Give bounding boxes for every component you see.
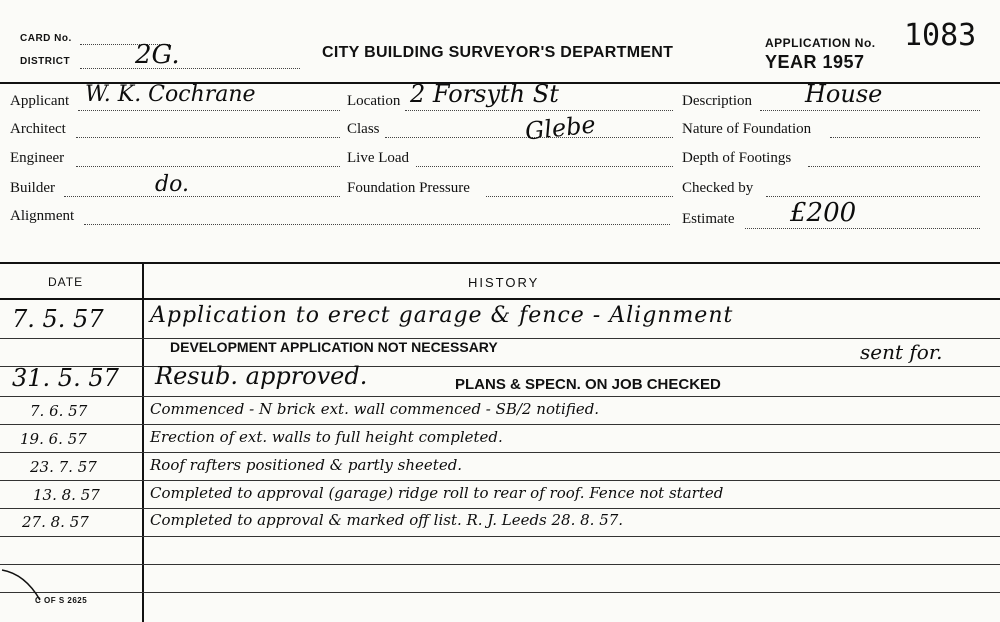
class-value: Glebe <box>523 110 597 146</box>
row-5-entry: Roof rafters positioned & partly sheeted. <box>150 456 463 474</box>
year-label: YEAR 1957 <box>765 52 865 72</box>
checked-by-label: Checked by <box>682 180 754 196</box>
depth-of-footings-label: Depth of Footings <box>682 150 792 166</box>
rule-line <box>0 536 1000 537</box>
row-7-date: 27. 8. 57 <box>22 513 89 531</box>
engineer-label: Engineer <box>10 150 65 166</box>
row-2-entry: Resub. approved. <box>155 362 368 390</box>
row-1-entry: Application to erect garage & fence - Alignment <box>150 303 734 328</box>
row-4-entry: Erection of ext. walls to full height completed. <box>150 428 503 446</box>
row-1-stamp: DEVELOPMENT APPLICATION NOT NECESSARY <box>170 339 498 355</box>
date-header: DATE <box>48 275 84 289</box>
table-header-rule <box>0 298 1000 300</box>
application-no-label: APPLICATION No. <box>765 36 876 50</box>
row-6-date: 13. 8. 57 <box>33 486 100 504</box>
row-4-date: 19. 6. 57 <box>20 430 87 448</box>
row-2-date: 31. 5. 57 <box>12 364 119 392</box>
row-5-date: 23. 7. 57 <box>30 458 97 476</box>
engineer-line <box>76 166 340 167</box>
estimate-value: £200 <box>790 198 857 228</box>
checked-by-line <box>766 196 980 197</box>
description-line <box>760 110 980 111</box>
estimate-label: Estimate <box>682 211 735 227</box>
row-3-entry: Commenced - N brick ext. wall commenced - SB/2 notified. <box>150 400 600 418</box>
row-1-date: 7. 5. 57 <box>12 305 104 333</box>
nature-of-foundation-label: Nature of Foundation <box>682 121 812 137</box>
date-column-divider <box>142 262 144 622</box>
card-no-label: CARD No. <box>20 33 72 44</box>
history-header: HISTORY <box>468 275 540 290</box>
rule-line <box>0 592 1000 593</box>
applicant-line <box>78 110 340 111</box>
description-value: House <box>805 80 883 108</box>
row-2-stamp: PLANS & SPECN. ON JOB CHECKED <box>455 376 721 393</box>
district-line <box>80 68 300 69</box>
applicant-value: W. K. Cochrane <box>85 82 256 107</box>
foundation-pressure-line <box>486 196 673 197</box>
rule-line <box>0 508 1000 509</box>
foundation-pressure-label: Foundation Pressure <box>347 180 470 196</box>
architect-label: Architect <box>10 121 66 137</box>
nature-of-foundation-line <box>830 137 980 138</box>
row-6-entry: Completed to approval (garage) ridge roll to rear of roof. Fence not started <box>150 484 724 502</box>
rule-line <box>0 424 1000 425</box>
district-value: 2G. <box>135 40 180 70</box>
depth-of-footings-line <box>808 166 980 167</box>
department-title: CITY BUILDING SURVEYOR'S DEPARTMENT <box>322 44 674 61</box>
row-1-note: sent for. <box>860 340 943 364</box>
live-load-label: Live Load <box>347 150 410 166</box>
builder-value: do. <box>155 172 189 197</box>
description-label: Description <box>682 93 752 109</box>
live-load-line <box>416 166 673 167</box>
rule-line <box>0 452 1000 453</box>
architect-line <box>76 137 340 138</box>
table-top-rule <box>0 262 1000 264</box>
punch-hole-mark <box>0 560 50 610</box>
applicant-label: Applicant <box>10 93 70 109</box>
builder-line <box>64 196 340 197</box>
builder-label: Builder <box>10 180 55 196</box>
district-label: DISTRICT <box>20 56 71 67</box>
alignment-label: Alignment <box>10 208 75 224</box>
rule-line <box>0 396 1000 397</box>
estimate-line <box>745 228 980 229</box>
form-code: C OF S 2625 <box>35 596 88 605</box>
rule-line <box>0 366 1000 367</box>
application-no-value: 1083 <box>904 18 977 53</box>
rule-line <box>0 564 1000 565</box>
class-label: Class <box>347 121 380 137</box>
rule-line <box>0 480 1000 481</box>
row-3-date: 7. 6. 57 <box>30 402 88 420</box>
location-value: 2 Forsyth St <box>410 80 559 108</box>
row-7-entry: Completed to approval & marked off list. R. J. Leeds 28. 8. 57. <box>150 511 624 529</box>
location-line <box>405 110 673 111</box>
location-label: Location <box>347 93 401 109</box>
rule-line <box>0 338 1000 339</box>
alignment-line <box>84 224 670 225</box>
